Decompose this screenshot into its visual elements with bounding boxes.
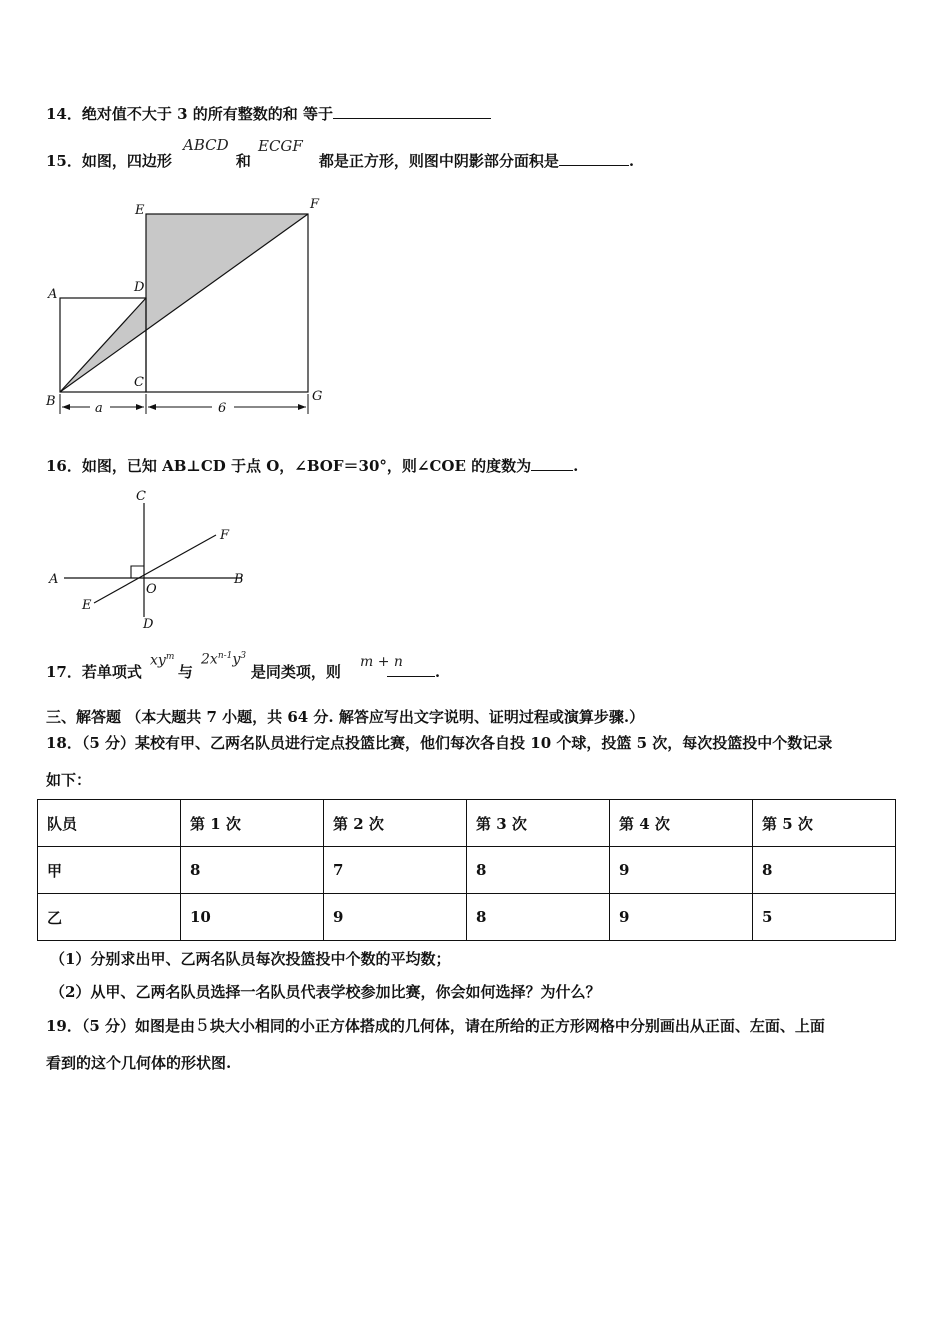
label-B: B bbox=[46, 394, 56, 409]
question-17: 17．若单项式 与 是同类项，则 . bbox=[46, 663, 441, 681]
label-F: F bbox=[310, 197, 320, 212]
q19-number: 5 bbox=[197, 1016, 208, 1036]
question-16: 16．如图，已知 AB⊥CD 于点 O，∠BOF＝30°，则∠COE 的度数为 . bbox=[46, 457, 579, 475]
section-3-title: 三、解答题 （本大题共 7 小题，共 64 分. 解答应写出文字说明、证明过程或演算步骤.） bbox=[46, 708, 645, 726]
answer-blank bbox=[559, 151, 629, 166]
q17-suffix: 是同类项，则 bbox=[250, 663, 341, 681]
q18-sub-2: （2）从甲、乙两名队员选择一名队员代表学校参加比赛，你会如何选择？为什么？ bbox=[50, 983, 601, 1001]
q16-figure bbox=[44, 485, 264, 635]
q14-text: 14．绝对值不大于 3 的所有整数的和 等于 bbox=[46, 105, 333, 123]
table-row bbox=[38, 847, 896, 894]
q18-line-2: 如下： bbox=[46, 771, 92, 789]
q15-prefix: 15．如图，四边形 bbox=[46, 152, 172, 170]
question-14 bbox=[46, 103, 491, 124]
table-header-row bbox=[38, 800, 896, 847]
label-C: C bbox=[136, 489, 146, 504]
q19-line-2: 看到的这个几何体的形状图. bbox=[46, 1054, 232, 1072]
table-cell: 8 bbox=[467, 847, 610, 894]
label-D: D bbox=[134, 280, 145, 295]
table-cell: 甲 bbox=[38, 847, 181, 894]
table-cell: 9 bbox=[609, 894, 752, 941]
table-cell: 9 bbox=[324, 894, 467, 941]
table-header-cell: 队员 bbox=[38, 800, 181, 847]
table-header-cell: 第 4 次 bbox=[609, 800, 752, 847]
label-G: G bbox=[312, 389, 323, 404]
label-A: A bbox=[49, 572, 59, 587]
table-header-cell: 第 2 次 bbox=[324, 800, 467, 847]
table-header-cell: 第 1 次 bbox=[180, 800, 323, 847]
label-a-length: a bbox=[95, 401, 103, 416]
q15-square-ecgf: ECGF bbox=[258, 137, 303, 155]
answer-blank bbox=[333, 104, 491, 119]
table-cell: 8 bbox=[752, 847, 895, 894]
table-cell: 9 bbox=[609, 847, 752, 894]
q16-text: 16．如图，已知 AB⊥CD 于点 O，∠BOF＝30°，则∠COE 的度数为 bbox=[46, 457, 532, 475]
label-6-length: 6 bbox=[218, 401, 227, 416]
label-F: F bbox=[220, 528, 230, 543]
q18-sub-1: （1）分别求出甲、乙两名队员每次投篮投中个数的平均数； bbox=[50, 950, 451, 968]
table-row bbox=[38, 894, 896, 941]
q15-figure bbox=[40, 190, 340, 425]
table-cell: 5 bbox=[752, 894, 895, 941]
label-A: A bbox=[48, 287, 58, 302]
table-header-cell: 第 3 次 bbox=[467, 800, 610, 847]
label-O: O bbox=[146, 582, 157, 597]
q15-mid: 和 bbox=[235, 152, 251, 170]
question-15: 15．如图，四边形 和 都是正方形，则图中阴影部分面积是 . bbox=[46, 152, 635, 170]
table-cell: 乙 bbox=[38, 894, 181, 941]
q18-line-1: 18．（5 分）某校有甲、乙两名队员进行定点投篮比赛，他们每次各自投 10 个球，投篮 5 次，每次投篮投中个数记录 bbox=[46, 734, 833, 752]
label-E: E bbox=[135, 203, 145, 218]
label-C: C bbox=[134, 375, 144, 390]
q19-line-1 bbox=[46, 1015, 825, 1036]
table-cell: 8 bbox=[180, 847, 323, 894]
answer-blank bbox=[531, 456, 573, 471]
label-D: D bbox=[143, 617, 154, 632]
q17-prefix: 17．若单项式 bbox=[46, 663, 142, 681]
q15-suffix: 都是正方形，则图中阴影部分面积是 bbox=[318, 152, 559, 170]
table-cell: 7 bbox=[324, 847, 467, 894]
q19-suffix: 块大小相同的小正方体搭成的几何体，请在所给的正方形网格中分别画出从正面、左面、上面 bbox=[209, 1017, 825, 1035]
table-header-cell: 第 5 次 bbox=[752, 800, 895, 847]
score-table bbox=[37, 799, 896, 941]
q19-prefix: 19．（5 分）如图是由 bbox=[46, 1017, 196, 1035]
q17-monomial-2: $2x^{n-1}y^3$ bbox=[201, 651, 247, 668]
label-E: E bbox=[82, 598, 92, 613]
q17-expression: m + n bbox=[360, 654, 403, 670]
q17-mid: 与 bbox=[177, 663, 193, 681]
table-cell: 10 bbox=[180, 894, 323, 941]
table-cell: 8 bbox=[467, 894, 610, 941]
q17-monomial-1: $xy^m$ bbox=[150, 652, 175, 669]
q15-square-abcd: ABCD bbox=[183, 136, 229, 154]
label-B: B bbox=[234, 572, 244, 587]
